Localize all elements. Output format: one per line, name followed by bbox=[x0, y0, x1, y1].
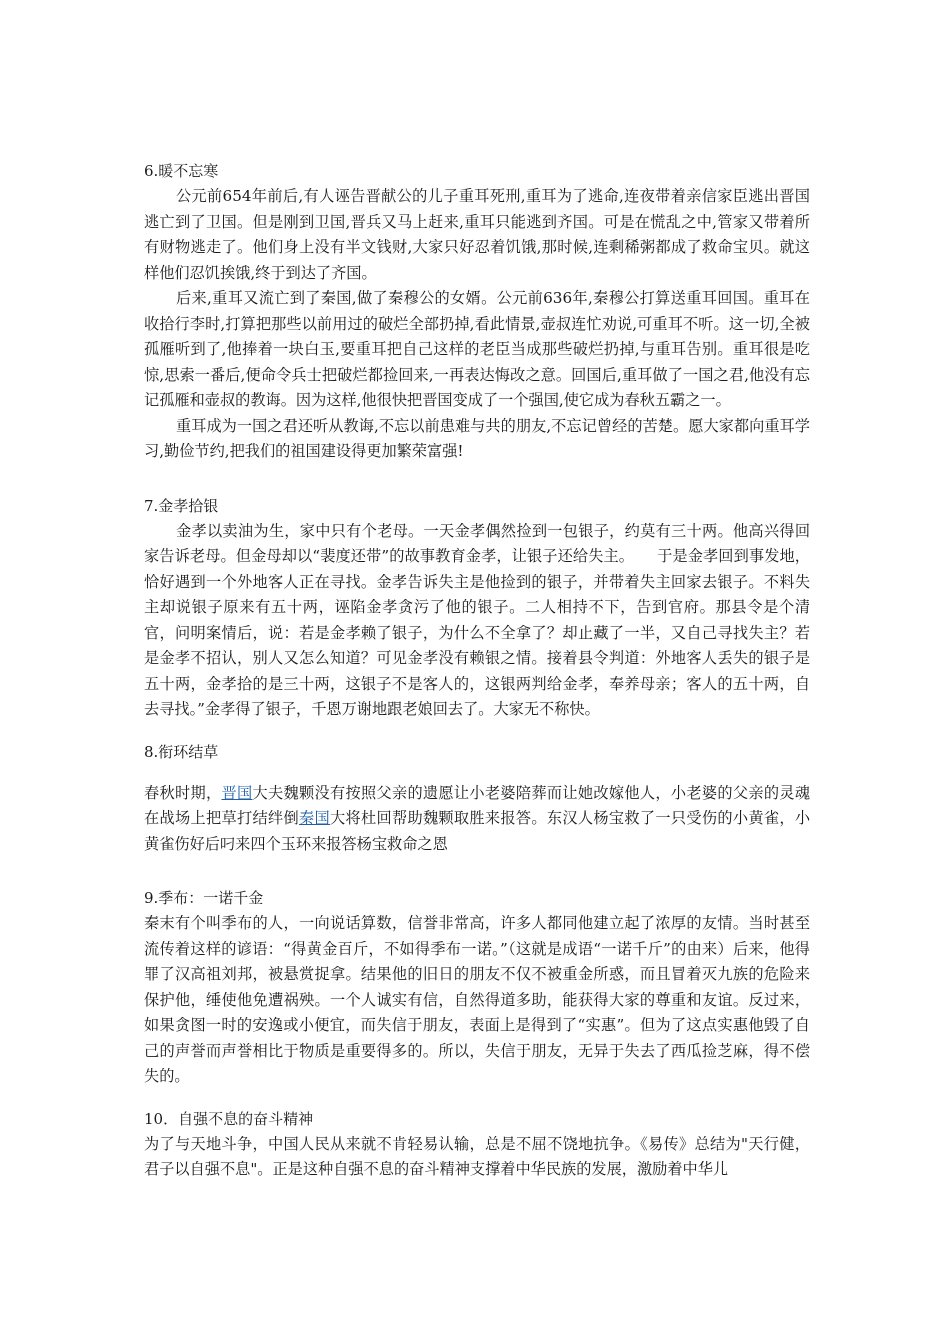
section-7-title: 7.金孝拾银 bbox=[144, 496, 219, 515]
section-gap bbox=[144, 465, 810, 493]
section-7-paragraph-1: 金孝以卖油为生，家中只有个老母。一天金孝偶然捡到一包银子，约莫有三十两。他高兴得回家告诉老母。但金母却以“裴度还带”的故事教育金孝，让银子还给失主。 于是金孝回到事发地，恰好遇到一个外地客人正在寻找。金孝告诉失主是他捡到的银子，并带着失主回家去银子。不料失主却说银子原来有五十两，诬陷金孝贪污了他的银子。二人相持不下，告到官府。那县令是个清官，问明案情后，说：若是金孝赖了银子，为什么不全拿了？却止藏了一半，又自己寻找失主？若是金孝不招认，别人又怎么知道？可见金孝没有赖银之情。接着县令判道：外地客人丢失的银子是五十两，金孝拾的是三十两，这银子不是客人的，这银两判给金孝，奉养母亲；客人的五十两，自去寻找。”金孝得了银子，千恩万谢地跟老娘回去了。大家无不称快。 bbox=[144, 521, 810, 718]
section-6-paragraph-2: 后来,重耳又流亡到了秦国,做了秦穆公的女婿。公元前636年,秦穆公打算送重耳回国。重耳在收拾行李时,打算把那些以前用过的破烂全部扔掉,看此情景,壶叔连忙劝说,可重耳不听。这一切,全被孤雁听到了,他捧着一块白玉,要重耳把自己这样的老臣当成那些破烂扔掉,与重耳告别。重耳很是吃惊,思索一番后,便命令兵士把破烂都捡回来,一再表达悔改之意。回国后,重耳做了一国之君,他没有忘记孤雁和壶叔的教诲。因为这样,他很快把晋国变成了一个强国,使它成为春秋五霸之一。 bbox=[144, 289, 810, 409]
section-8-title: 8.衔环结草 bbox=[144, 742, 219, 761]
section-gap bbox=[144, 723, 810, 739]
section-6-paragraph-1: 公元前654年前后,有人诬告晋献公的儿子重耳死刑,重耳为了逃命,连夜带着亲信家臣逃出晋国逃亡到了卫国。但是刚到卫国,晋兵又马上赶来,重耳只能逃到齐国。可是在慌乱之中,管家又带着所有财物逃走了。他们身上没有半文钱财,大家只好忍着饥饿,那时候,连剩稀粥都成了救命宝贝。就这样他们忍饥挨饿,终于到达了齐国。 bbox=[144, 187, 810, 282]
section-8-text-start: 春秋时期， bbox=[144, 783, 222, 802]
section-6-title: 6.暖不忘寒 bbox=[144, 162, 219, 180]
section-9-paragraph-1: 秦末有个叫季布的人，一向说话算数，信誉非常高，许多人都同他建立起了浓厚的友情。当时甚至流传着这样的谚语：“得黄金百斤，不如得季布一诺。”（这就是成语“一诺千斤”的由来）后来，他得罪了汉高祖刘邦，被悬赏捉拿。结果他的旧日的朋友不仅不被重金所惑，而且冒着灭九族的危险来保护他，缍使他免遭祸殃。一个人诚实有信，自然得道多助，能获得大家的尊重和友谊。反过来，如果贪图一时的安逸或小便宜，而失信于朋友，表面上是得到了“实惠”。但为了这点实惠他毁了自己的声誉而声誉相比于物质是重要得多的。所以，失信于朋友，无异于失去了西瓜捡芝麻，得不偿失的。 bbox=[144, 914, 810, 1085]
section-gap bbox=[144, 857, 810, 885]
document-page bbox=[144, 158, 810, 1183]
section-9-title: 9.季布：一诺千金 bbox=[144, 889, 264, 907]
section-gap bbox=[144, 1090, 810, 1106]
section-10-title: 10．自强不息的奋斗精神 bbox=[144, 1109, 314, 1128]
section-10-paragraph-1: 为了与天地斗争，中国人民从来就不肯轻易认输，总是不屈不饶地抗争。《易传》总结为"天行健，君子以自强不息"。正是这种自强不息的奋斗精神支撑着中华民族的发展，激励着中华儿 bbox=[144, 1134, 810, 1178]
section-gap bbox=[144, 765, 810, 781]
section-8-text-middle: 大夫魏颗没有按照父亲的遗愿让小老婆陪葬而让她改嫁他人，小老婆的父亲的灵魂在战场上把草打结绊倒 bbox=[144, 783, 811, 827]
section-8-paragraph-1 bbox=[144, 781, 810, 858]
section-8-text-end: 大将杜回帮助魏颗取胜来报答。东汉人杨宝救了一只受伤的小黄雀，小黄雀伤好后叼来四个玉环来报答杨宝救命之恩 bbox=[144, 809, 811, 853]
section-6-paragraph-3: 重耳成为一国之君还听从教诲,不忘以前患难与共的朋友,不忘记曾经的苦楚。愿大家都向重耳学习,勤俭节约,把我们的祖国建设得更加繁荣富强! bbox=[144, 416, 810, 460]
jin-state-link[interactable]: 晋国 bbox=[221, 783, 253, 802]
qin-state-link[interactable]: 秦国 bbox=[298, 809, 330, 827]
